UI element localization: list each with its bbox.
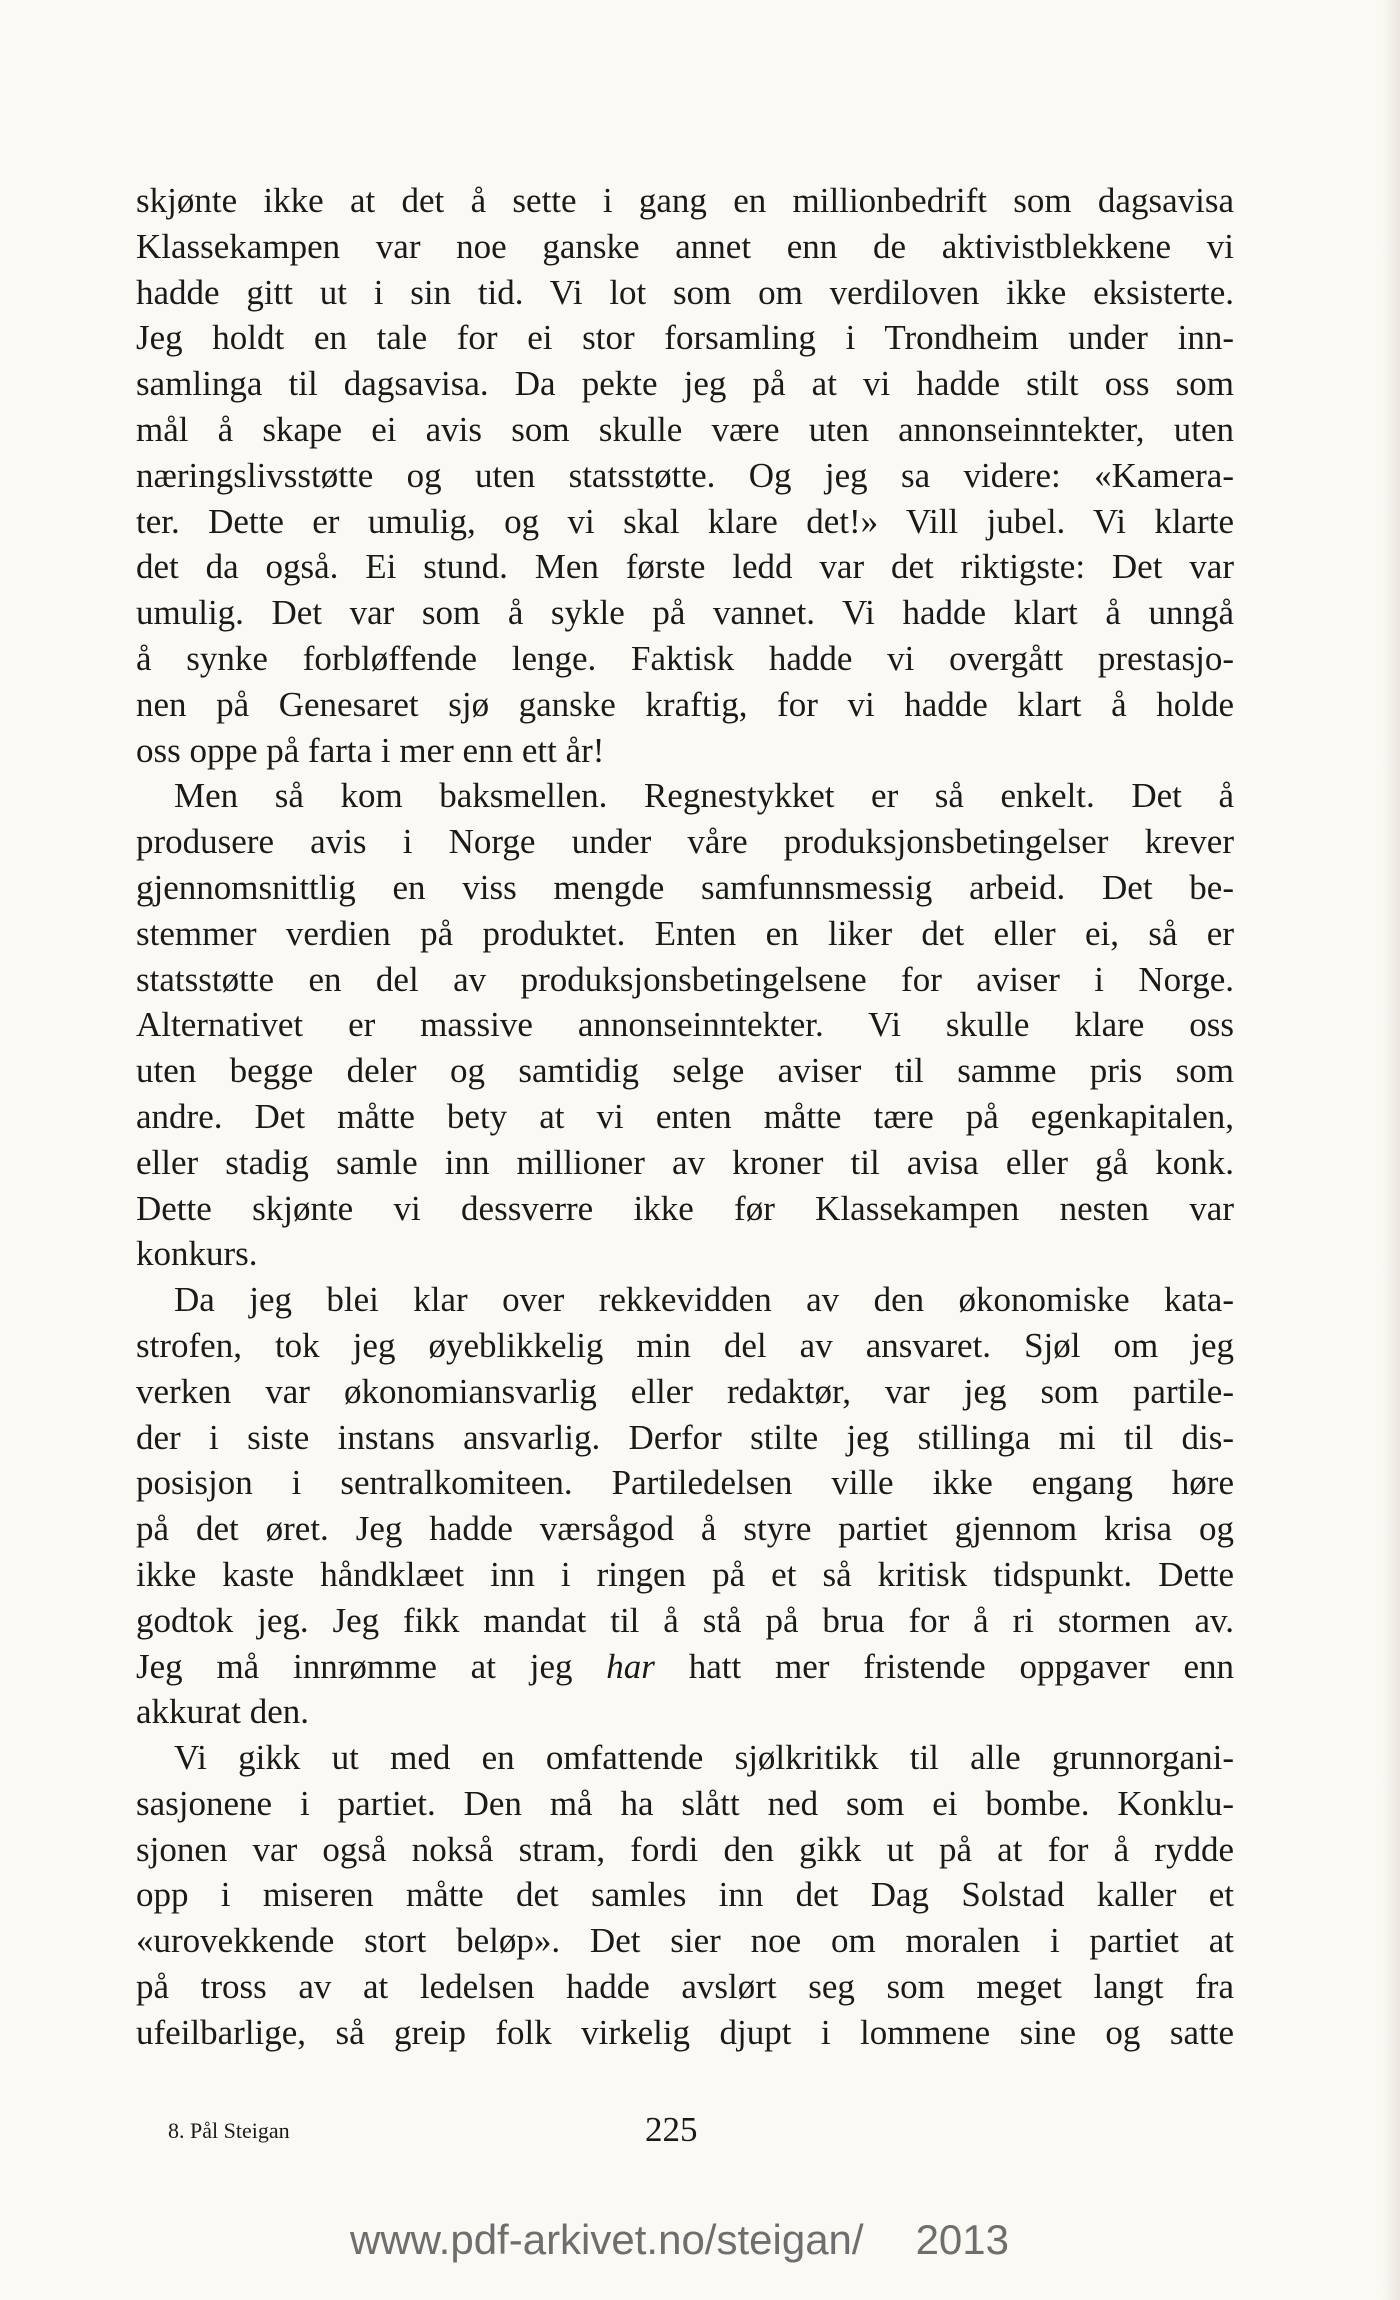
text-line: ter. Dette er umulig, og vi skal klare det!» Vill jubel. Vi klarte	[136, 501, 1234, 541]
text-line: produsere avis i Norge under våre produksjonsbetingelser krever	[136, 822, 1234, 862]
text-line: å synke forbløffende lenge. Faktisk hadde vi overgått prestasjo-	[136, 638, 1234, 678]
text-line: godtok jeg. Jeg fikk mandat til å stå på brua for å ri stormen av.	[136, 1600, 1234, 1640]
text-line: nen på Genesaret sjø ganske kraftig, for vi hadde klart å holde	[136, 684, 1234, 724]
text-line: Klassekampen var noe ganske annet enn de aktivistblekkene vi	[136, 226, 1234, 266]
text-line: hadde gitt ut i sin tid. Vi lot som om verdiloven ikke eksisterte.	[136, 272, 1234, 312]
paragraph-end-line: akkurat den.	[136, 1692, 309, 1732]
text-line: gjennomsnittlig en viss mengde samfunnsmessig arbeid. Det be-	[136, 867, 1234, 907]
text-line: umulig. Det var som å sykle på vannet. Vi hadde klart å unngå	[136, 593, 1234, 633]
text-line: samlinga til dagsavisa. Da pekte jeg på at vi hadde stilt oss som	[136, 364, 1234, 404]
text-line: uten begge deler og samtidig selge aviser til samme pris som	[136, 1051, 1234, 1091]
text-line: andre. Det måtte bety at vi enten måtte tære på egenkapitalen,	[136, 1096, 1234, 1136]
page-number: 225	[645, 2110, 698, 2149]
watermark-url: www.pdf-arkivet.no/steigan/	[350, 2216, 864, 2263]
text-line: opp i miseren måtte det samles inn det Dag Solstad kaller et	[136, 1875, 1234, 1915]
text-line: Alternativet er massive annonseinntekter. Vi skulle klare oss	[136, 1005, 1234, 1045]
page-edge	[1382, 0, 1400, 2300]
text-line: strofen, tok jeg øyeblikkelig min del av ansvaret. Sjøl om jeg	[136, 1325, 1234, 1365]
text-fragment: Jeg må innrømme at jeg	[136, 1646, 607, 1686]
text-line: næringslivsstøtte og uten statsstøtte. Og jeg sa videre: «Kamera-	[136, 455, 1234, 495]
text-line: på tross av at ledelsen hadde avslørt seg som meget langt fra	[136, 1967, 1234, 2007]
watermark-year: 2013	[915, 2216, 1010, 2263]
text-line-with-emphasis	[136, 1644, 1234, 1690]
paragraph-start-line: Men så kom baksmellen. Regnestykket er så enkelt. Det å	[174, 776, 1234, 816]
text-line: der i siste instans ansvarlig. Derfor stilte jeg stillinga mi til dis-	[136, 1417, 1234, 1457]
paragraph-start-line: Da jeg blei klar over rekkevidden av den økonomiske kata-	[174, 1280, 1234, 1320]
paragraph-end-line: oss oppe på farta i mer enn ett år!	[136, 730, 605, 770]
paragraph-end-line: konkurs.	[136, 1234, 258, 1274]
text-line: stemmer verdien på produktet. Enten en liker det eller ei, så er	[136, 913, 1234, 953]
footer-signature: 8. Pål Steigan	[168, 2118, 290, 2143]
text-line: eller stadig samle inn millioner av kroner til avisa eller gå konk.	[136, 1142, 1234, 1182]
text-line: ikke kaste håndklæet inn i ringen på et så kritisk tidspunkt. Dette	[136, 1554, 1234, 1594]
text-line: på det øret. Jeg hadde værsågod å styre partiet gjennom krisa og	[136, 1509, 1234, 1549]
text-line: det da også. Ei stund. Men første ledd var det riktigste: Det var	[136, 547, 1234, 587]
paragraph-start-line: Vi gikk ut med en omfattende sjølkritikk til alle grunnorgani-	[174, 1738, 1234, 1778]
text-line: Jeg holdt en tale for ei stor forsamling i Trondheim under inn-	[136, 318, 1234, 358]
text-line: statsstøtte en del av produksjonsbetingelsene for aviser i Norge.	[136, 959, 1234, 999]
body-text	[136, 178, 1234, 2056]
text-line: sjonen var også nokså stram, fordi den gikk ut på at for å rydde	[136, 1829, 1234, 1869]
text-fragment: hatt mer fristende oppgaver enn	[654, 1646, 1234, 1686]
text-line: sasjonene i partiet. Den må ha slått ned som ei bombe. Konklu-	[136, 1783, 1234, 1823]
text-line: ufeilbarlige, så greip folk virkelig djupt i lommene sine og satte	[136, 2012, 1234, 2052]
text-line: verken var økonomiansvarlig eller redaktør, var jeg som partile-	[136, 1371, 1234, 1411]
text-line: Dette skjønte vi dessverre ikke før Klassekampen nesten var	[136, 1188, 1234, 1228]
emphasized-word: har	[606, 1646, 655, 1686]
text-line: mål å skape ei avis som skulle være uten annonseinntekter, uten	[136, 409, 1234, 449]
text-line: posisjon i sentralkomiteen. Partiledelsen ville ikke engang høre	[136, 1463, 1234, 1503]
source-watermark	[350, 2215, 1009, 2265]
text-line: skjønte ikke at det å sette i gang en millionbedrift som dagsavisa	[136, 181, 1234, 220]
text-line: «urovekkende stort beløp». Det sier noe om moralen i partiet at	[136, 1921, 1234, 1961]
